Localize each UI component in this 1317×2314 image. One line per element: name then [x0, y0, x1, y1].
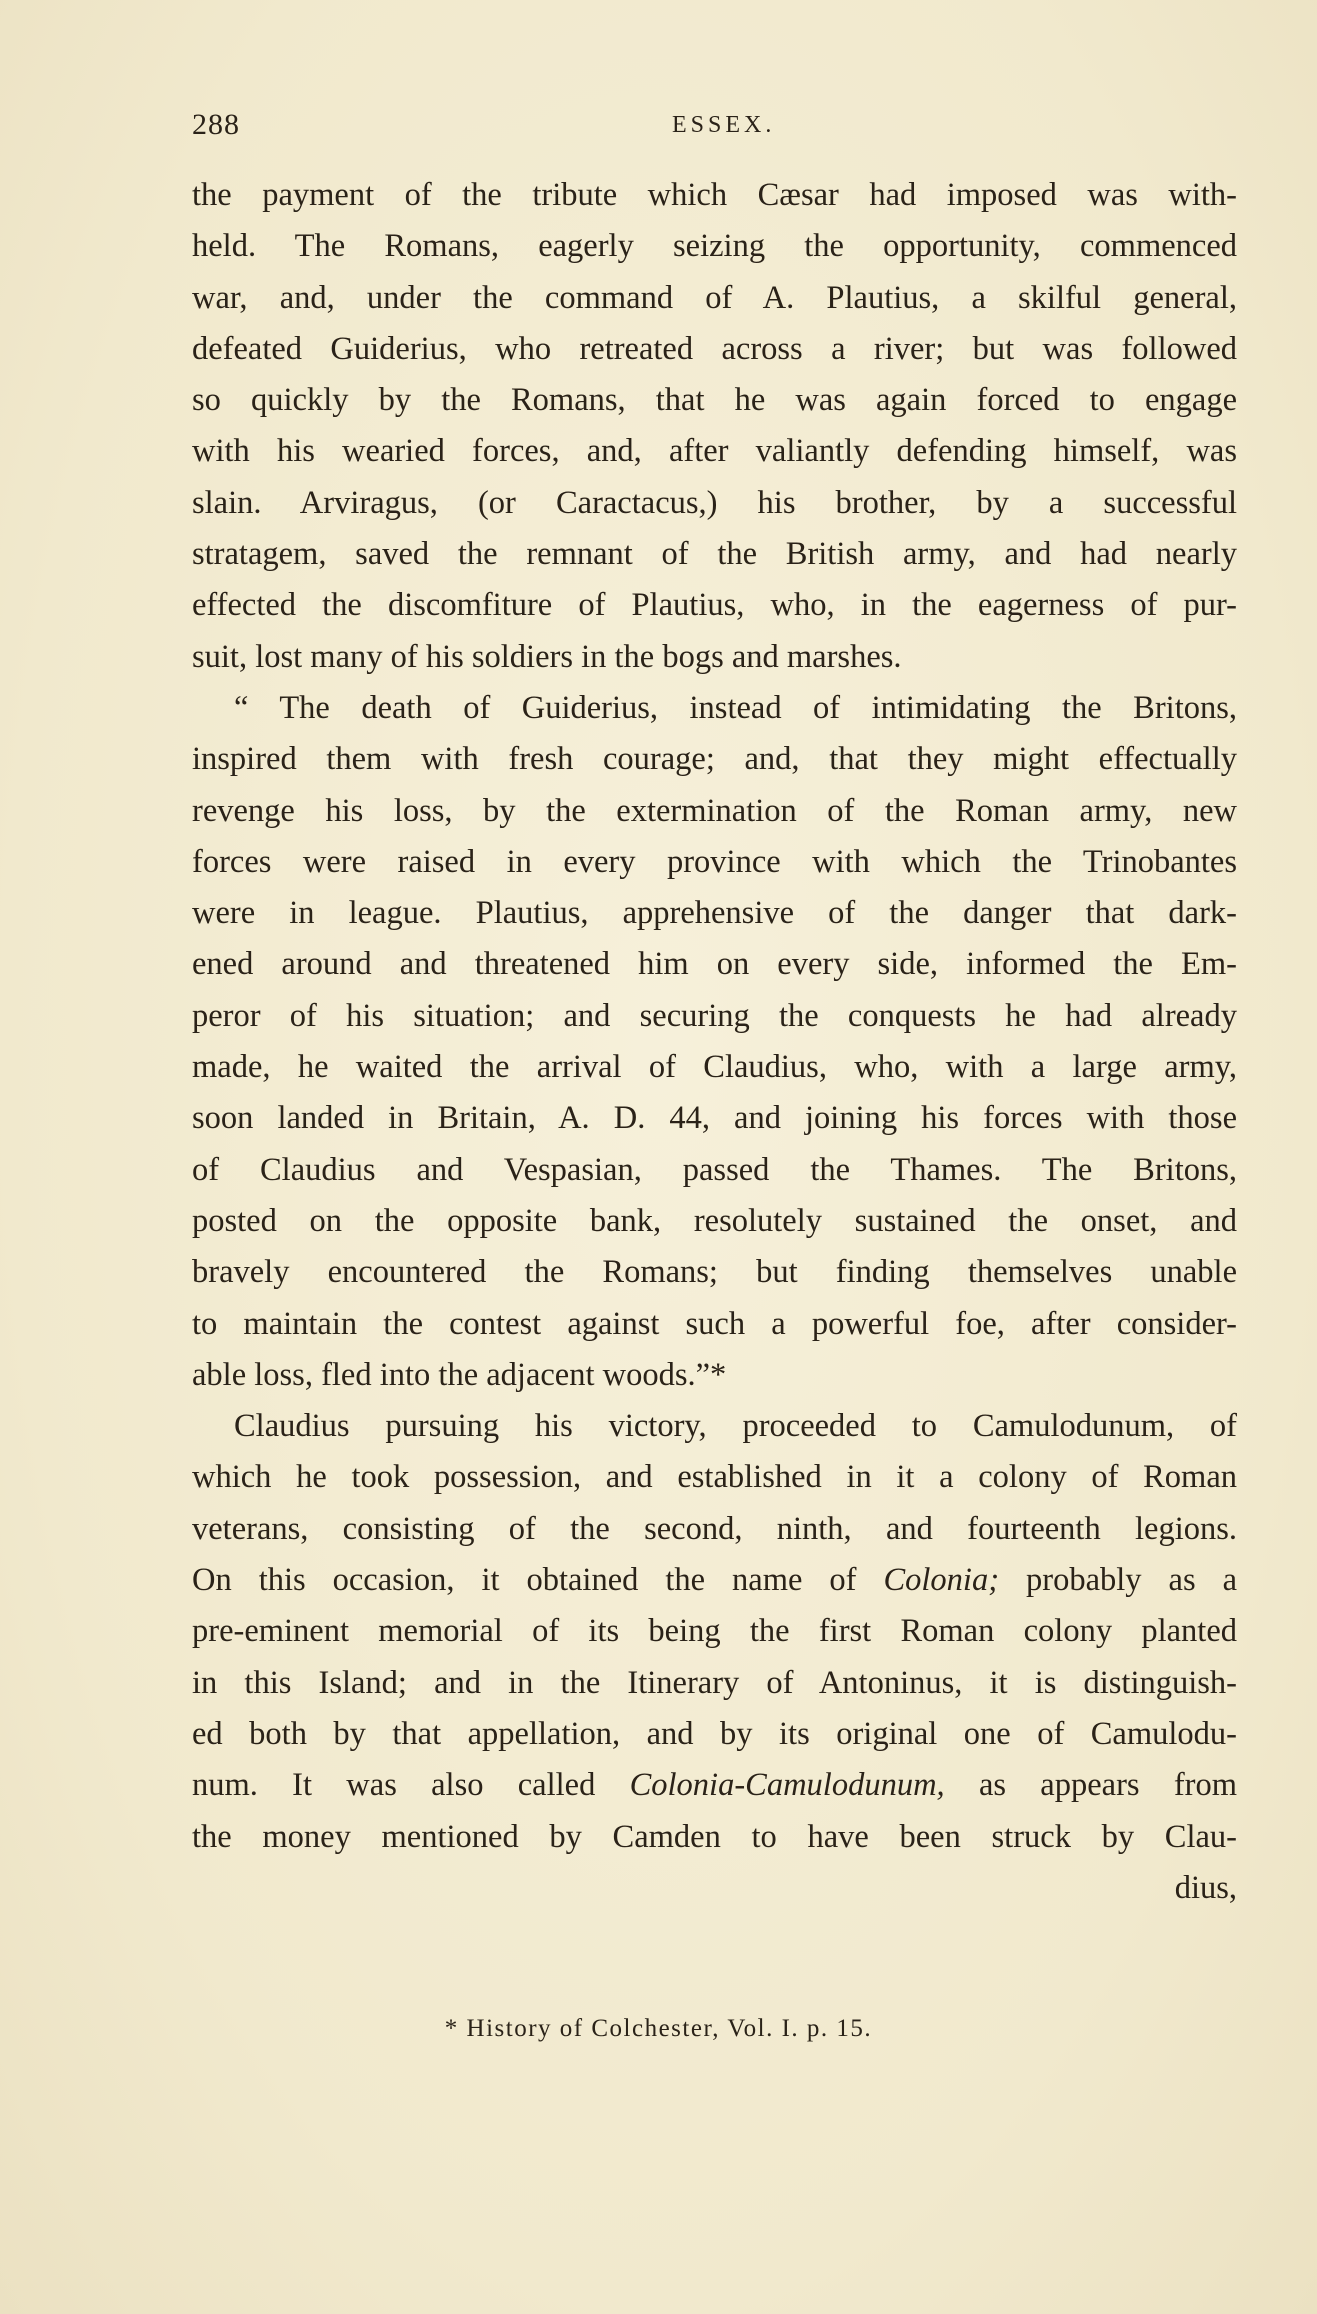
text-line: veterans, consisting of the second, ninth, and fourteenth legions. [192, 1510, 1237, 1547]
text-line: stratagem, saved the remnant of the British army, and had nearly [192, 536, 1237, 573]
page-header [192, 108, 1237, 148]
text-line: ened around and threatened him on every side, informed the Em- [192, 946, 1237, 983]
text-line: effected the discomfiture of Plautius, who, in the eagerness of pur- [192, 587, 1237, 624]
text-line: inspired them with fresh courage; and, that they might effectually [192, 741, 1237, 778]
text-line: Claudius pursuing his victory, proceeded to Camulodunum, of [234, 1408, 1237, 1445]
text-line: the money mentioned by Camden to have been struck by Clau- [192, 1818, 1237, 1855]
text-line: of Claudius and Vespasian, passed the Thames. The Britons, [192, 1151, 1237, 1188]
running-head: ESSEX. [672, 112, 776, 138]
text-line: forces were raised in every province with which the Trinobantes [192, 843, 1237, 880]
text-line: war, and, under the command of A. Plautius, a skilful general, [192, 279, 1237, 316]
italic-term: Colonia-Camulodunum, [629, 1767, 945, 1804]
text-line: bravely encountered the Romans; but finding themselves unable [192, 1254, 1237, 1291]
text-line: were in league. Plautius, apprehensive of the danger that dark- [192, 895, 1237, 932]
text-line: posted on the opposite bank, resolutely sustained the onset, and [192, 1202, 1237, 1239]
italic-term: Colonia; [883, 1562, 1000, 1599]
text-line: num. It was also called Colonia-Camulodunum, as appears from [192, 1767, 1237, 1804]
text-line: revenge his loss, by the extermination of the Roman army, new [192, 792, 1237, 829]
footnote: * History of Colchester, Vol. I. p. 15. [444, 2015, 873, 2042]
text-line: dius, [1174, 1869, 1237, 1906]
text-line: which he took possession, and established in it a colony of Roman [192, 1459, 1237, 1496]
text-line: suit, lost many of his soldiers in the bogs and marshes. [192, 638, 902, 675]
text-line: able loss, fled into the adjacent woods.”* [192, 1356, 727, 1393]
text-line: so quickly by the Romans, that he was again forced to engage [192, 382, 1237, 419]
text-line: soon landed in Britain, A. D. 44, and joining his forces with those [192, 1100, 1237, 1137]
text-line: “ The death of Guiderius, instead of intimidating the Britons, [234, 689, 1237, 726]
page-number: 288 [192, 108, 240, 141]
text-line: in this Island; and in the Itinerary of Antoninus, it is distinguish- [192, 1664, 1237, 1701]
text-line: to maintain the contest against such a powerful foe, after consider- [192, 1305, 1237, 1342]
text-line: with his wearied forces, and, after valiantly defending himself, was [192, 433, 1237, 470]
text-line: held. The Romans, eagerly seizing the opportunity, commenced [192, 228, 1237, 265]
body-text [192, 170, 1237, 1914]
text-line: pre-eminent memorial of its being the first Roman colony planted [192, 1613, 1237, 1650]
text-line: made, he waited the arrival of Claudius, who, with a large army, [192, 1049, 1237, 1086]
text-line: ed both by that appellation, and by its original one of Camulodu- [192, 1715, 1237, 1752]
text-line: defeated Guiderius, who retreated across a river; but was followed [192, 330, 1237, 367]
text-line: On this occasion, it obtained the name of Colonia; probably as a [192, 1562, 1237, 1599]
text-line: the payment of the tribute which Cæsar had imposed was with- [192, 177, 1237, 213]
text-line: slain. Arviragus, (or Caractacus,) his brother, by a successful [192, 484, 1237, 521]
text-line: peror of his situation; and securing the conquests he had already [192, 997, 1237, 1034]
